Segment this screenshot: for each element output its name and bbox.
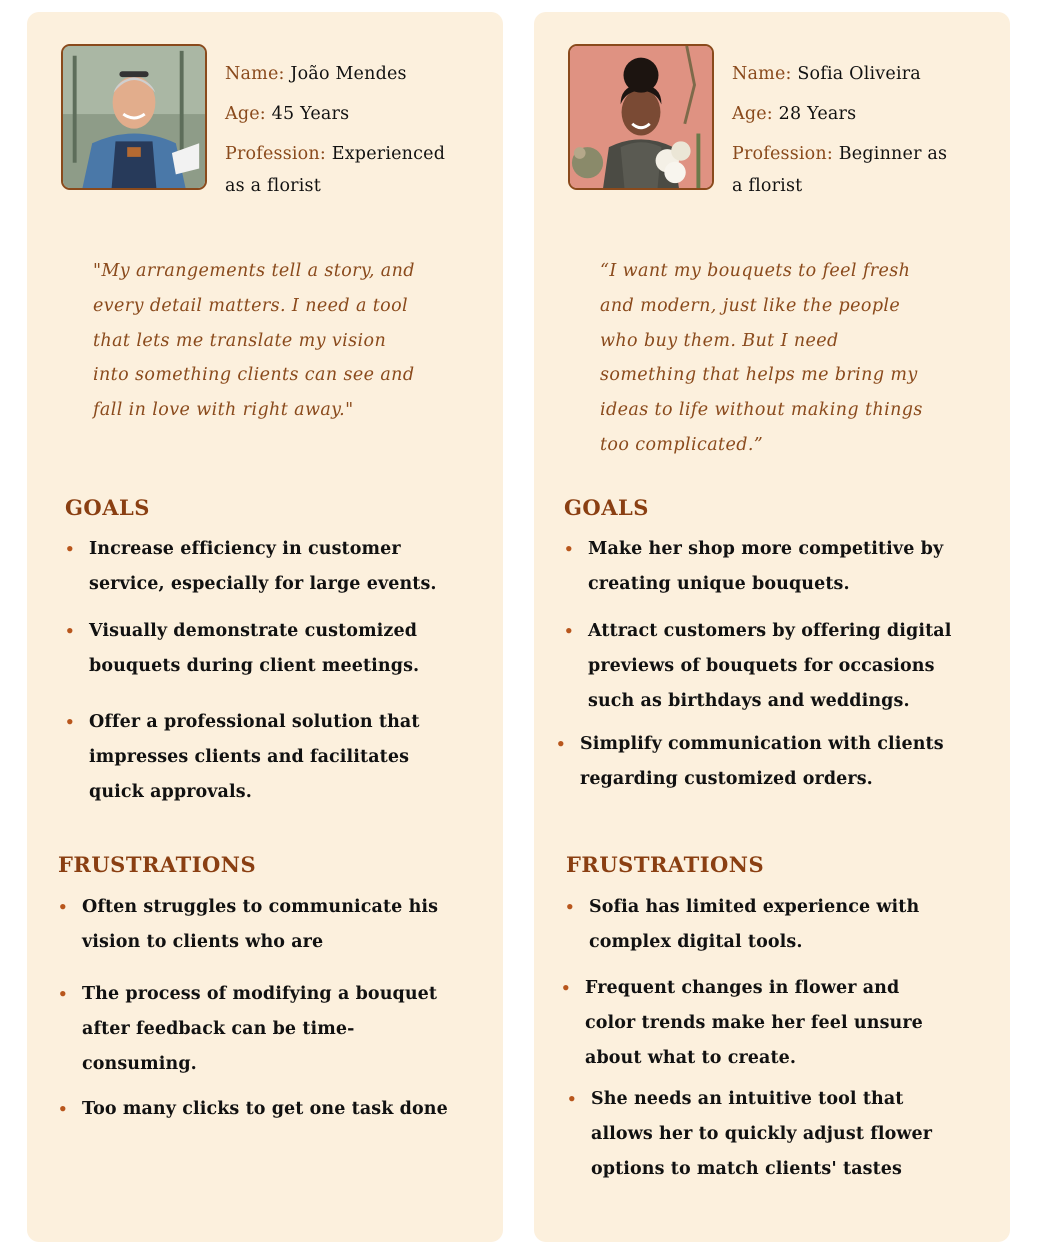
bullet-icon: • xyxy=(565,898,575,916)
bullet-icon: • xyxy=(556,735,566,753)
list-item: • Frequent changes in flower and color trends make her feel unsure about what to create. xyxy=(585,971,923,1075)
persona-name: João Mendes xyxy=(290,64,407,84)
profession-row: Profession: Beginner as xyxy=(732,144,948,164)
bullet-icon: • xyxy=(65,713,75,731)
man-portrait-icon xyxy=(63,46,205,188)
persona-profession-line2: as a florist xyxy=(225,176,321,196)
list-item: • Visually demonstrate customized bouquets during client meetings. xyxy=(89,614,419,684)
bullet-icon: • xyxy=(561,979,571,997)
bullet-icon: • xyxy=(58,1100,68,1118)
bullet-icon: • xyxy=(65,540,75,558)
persona-card-sofia xyxy=(534,12,1010,1242)
age-row: Age: 28 Years xyxy=(732,104,857,124)
goals-heading: GOALS xyxy=(65,495,150,520)
bullet-icon: • xyxy=(65,622,75,640)
persona-profession-line1: Experienced xyxy=(331,144,446,164)
name-row: Name: João Mendes xyxy=(225,64,407,84)
profession-row: Profession: Experienced xyxy=(225,144,446,164)
frustrations-heading: FRUSTRATIONS xyxy=(58,852,257,877)
persona-info-joao xyxy=(225,58,487,202)
frustrations-heading: FRUSTRATIONS xyxy=(566,852,765,877)
persona-card-joao xyxy=(27,12,503,1242)
persona-profession-line2: a florist xyxy=(732,176,803,196)
persona-photo-joao xyxy=(61,44,207,190)
woman-portrait-icon xyxy=(570,46,712,188)
persona-quote-sofia: “I want my bouquets to feel fresh and modern, just like the people who buy them. But I need something that helps me bring my ideas to life without making things too complicated.” xyxy=(600,261,923,455)
name-row: Name: Sofia Oliveira xyxy=(732,64,921,84)
bullet-icon: • xyxy=(564,622,574,640)
bullet-icon: • xyxy=(58,985,68,1003)
persona-age: 28 Years xyxy=(778,104,857,124)
list-item: • The process of modifying a bouquet after feedback can be time- consuming. xyxy=(82,977,437,1081)
list-item: • She needs an intuitive tool that allows her to quickly adjust flower options to match clients' tastes xyxy=(591,1082,932,1186)
list-item: • Simplify communication with clients regarding customized orders. xyxy=(580,727,944,797)
list-item: • Make her shop more competitive by creating unique bouquets. xyxy=(588,532,943,602)
list-item: • Sofia has limited experience with complex digital tools. xyxy=(589,890,919,960)
persona-photo-sofia xyxy=(568,44,714,190)
list-item: • Too many clicks to get one task done xyxy=(82,1092,448,1127)
list-item: • Increase efficiency in customer service, especially for large events. xyxy=(89,532,437,602)
persona-age: 45 Years xyxy=(271,104,350,124)
bullet-icon: • xyxy=(58,898,68,916)
goals-heading: GOALS xyxy=(564,495,649,520)
age-row: Age: 45 Years xyxy=(225,104,350,124)
list-item: • Offer a professional solution that impresses clients and facilitates quick approvals. xyxy=(89,705,420,809)
persona-name: Sofia Oliveira xyxy=(797,64,921,84)
persona-profession-line1: Beginner as xyxy=(838,144,948,164)
persona-quote-joao: "My arrangements tell a story, and every detail matters. I need a tool that lets me translate my vision into something clients can see and fall in love with right away." xyxy=(93,261,415,421)
persona-info-sofia xyxy=(732,58,994,202)
list-item: • Often struggles to communicate his vision to clients who are xyxy=(82,890,438,960)
bullet-icon: • xyxy=(567,1090,577,1108)
list-item: • Attract customers by offering digital previews of bouquets for occasions such as birthdays and weddings. xyxy=(588,614,951,718)
bullet-icon: • xyxy=(564,540,574,558)
